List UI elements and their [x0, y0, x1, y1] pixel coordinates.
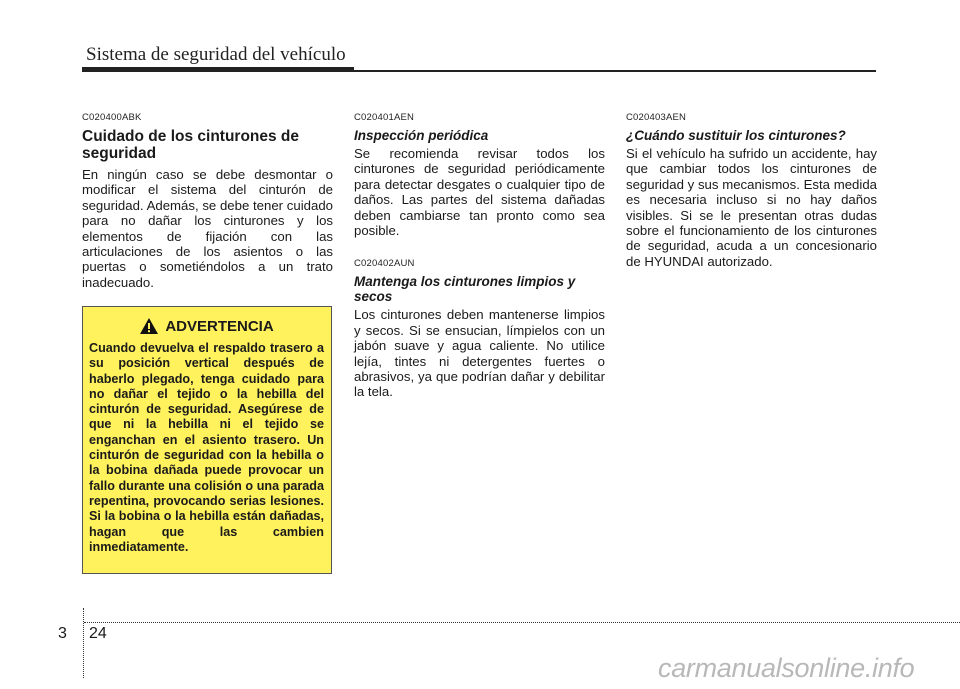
page-title: Sistema de seguridad del vehículo [86, 44, 346, 65]
warning-header [89, 317, 324, 335]
warning-text: Cuando devuelva el respaldo trasero a su posición vertical después de haberlo plegado, tenga cuidado para no dañar el tejido o la hebilla del cinturón de seguridad. Asegúrese de que ni la hebilla ni el tejido se enganchan en el asiento trasero. Un cinturón de seguridad con la hebilla o la bobina dañada puede provocar un fallo durante una colisión o una parada repentina, provocando serias lesiones. Si la bobina o la hebilla están dañadas, hagan que las cambien inmediatamente. [89, 341, 324, 554]
section-heading: Mantenga los cinturones limpios y secos [354, 274, 576, 305]
section-code: C020400ABK [82, 112, 142, 123]
section-heading: Inspección periódica [354, 128, 489, 143]
section-code: C020401AEN [354, 112, 415, 123]
header-rule-thick [82, 67, 354, 72]
footer-vertical-rule [83, 608, 84, 678]
footer-horizontal-rule [84, 622, 960, 623]
column-1 [82, 112, 333, 290]
warning-title: ADVERTENCIA [165, 317, 274, 335]
warning-triangle-icon [139, 317, 159, 335]
chapter-number: 3 [58, 625, 67, 642]
page-number: 24 [89, 625, 107, 642]
section-text: Se recomienda revisar todos los cinturones de seguridad periódicamente para detectar desgates o cualquier tipo de daños. Las partes del sistema dañadas deben cambiarse tan pronto como sea posible. [354, 146, 605, 239]
column-3 [626, 112, 877, 269]
header-rule-thin [354, 70, 876, 72]
section-gap [354, 238, 605, 258]
section-heading: ¿Cuándo sustituir los cinturones? [626, 128, 846, 143]
watermark: carmanualsonline.info [658, 653, 915, 683]
section-code: C020403AEN [626, 112, 687, 123]
column-2 [354, 112, 605, 400]
section-text: Los cinturones deben mantenerse limpios y secos. Si se ensucian, límpielos con un jabón suave y agua caliente. No utilice lejía, tintes ni detergentes fuertes o abrasivos, ya que podrían dañar y debilitar la tela. [354, 307, 605, 400]
section-text: Si el vehículo ha sufrido un accidente, hay que cambiar todos los cinturones de seguridad y sus mecanismos. Esta medida es necesaria incluso si no hay daños visibles. Si se le presentan otras dudas sobre el funcionamiento de los cinturones de seguridad, acuda a un concesionario de HYUNDAI autorizado. [626, 146, 877, 269]
section-code: C020402AUN [354, 258, 415, 270]
warning-box [82, 306, 332, 574]
section-text: En ningún caso se debe desmontar o modificar el sistema del cinturón de seguridad. Además, se debe tener cuidado para no dañar los cinturones y los elementos de fijación con las articulaciones de los asientos o las puertas o sometiéndolos a un trato inadecuado. [82, 167, 333, 290]
section-heading: Cuidado de los cinturones de seguridad [82, 128, 300, 162]
